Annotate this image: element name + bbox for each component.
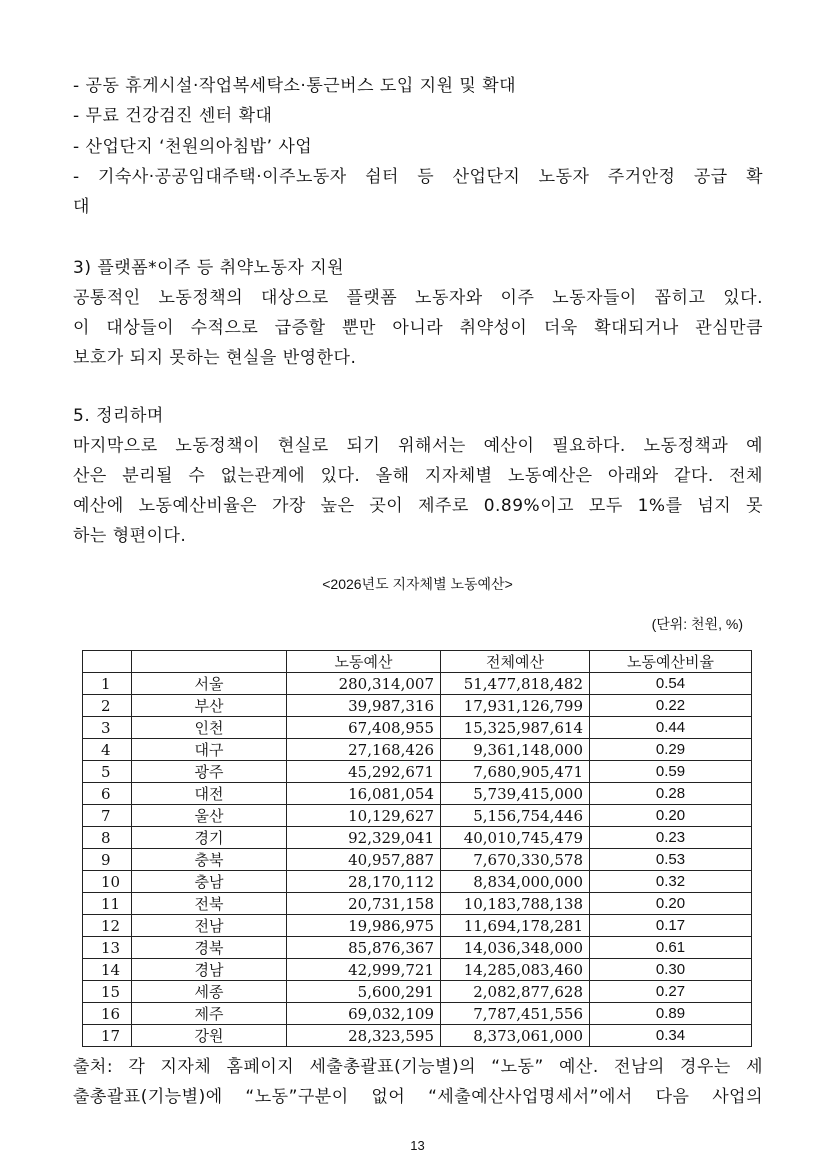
bullet-item: - 산업단지 ‘천원의아침밥’ 사업 [73,137,313,157]
total-budget-value: 5,156,754,446 [441,805,590,827]
header-labor-ratio: 노동예산비율 [590,651,752,673]
labor-ratio-value: 0.59 [590,761,752,783]
labor-budget-value: 16,081,054 [287,783,441,805]
table-unit: (단위: 천원, %) [651,616,743,632]
row-number: 3 [83,717,132,739]
row-number: 8 [83,827,132,849]
labor-ratio-value: 0.23 [590,827,752,849]
region-name: 경남 [132,959,287,981]
table-row [83,893,752,915]
paragraph-line: 공통적인 노동정책의 대상으로 플랫폼 노동자와 이주 노동자들이 꼽히고 있다. [73,288,763,308]
total-budget-value: 51,477,818,482 [441,673,590,695]
table-row [83,915,752,937]
total-budget-value: 40,010,745,479 [441,827,590,849]
labor-budget-value: 45,292,671 [287,761,441,783]
table-header-row [83,651,752,673]
total-budget-value: 15,325,987,614 [441,717,590,739]
labor-ratio-value: 0.53 [590,849,752,871]
total-budget-value: 9,361,148,000 [441,739,590,761]
table-row [83,761,752,783]
table-row [83,739,752,761]
paragraph-line: 마지막으로 노동정책이 현실로 되기 위해서는 예산이 필요하다. 노동정책과 예 [73,436,763,456]
paragraph-line: 예산에 노동예산비율은 가장 높은 곳이 제주로 0.89%이고 모두 1%를 넘지 못 [73,496,763,516]
table-row [83,805,752,827]
header-region [132,651,287,673]
total-budget-value: 8,834,000,000 [441,871,590,893]
table-row [83,981,752,1003]
table-row [83,695,752,717]
bullet-item: - 무료 건강검진 센터 확대 [73,106,273,126]
header-no [83,651,132,673]
row-number: 4 [83,739,132,761]
region-name: 전남 [132,915,287,937]
source-note-line: 출총괄표(기능별)에 “노동”구분이 없어 “세출예산사업명세서”에서 다음 사업의 [73,1087,763,1107]
table-row [83,1003,752,1025]
labor-budget-value: 69,032,109 [287,1003,441,1025]
total-budget-value: 14,285,083,460 [441,959,590,981]
total-budget-value: 8,373,061,000 [441,1025,590,1047]
paragraph-line: 산은 분리될 수 없는관계에 있다. 올해 지자체별 노동예산은 아래와 같다. 전체 [73,466,763,486]
paragraph-line: 보호가 되지 못하는 현실을 반영한다. [73,348,357,368]
labor-ratio-value: 0.29 [590,739,752,761]
region-name: 대전 [132,783,287,805]
labor-budget-value: 85,876,367 [287,937,441,959]
bullet-item: - 기숙사·공공임대주택·이주노동자 쉼터 등 산업단지 노동자 주거안정 공급 확 [73,167,763,187]
region-name: 제주 [132,1003,287,1025]
labor-ratio-value: 0.22 [590,695,752,717]
region-name: 충남 [132,871,287,893]
region-name: 광주 [132,761,287,783]
source-note-line: 출처: 각 지자체 홈페이지 세출총괄표(기능별)의 “노동” 예산. 전남의 경우는 세 [73,1057,763,1077]
row-number: 13 [83,937,132,959]
labor-ratio-value: 0.61 [590,937,752,959]
labor-ratio-value: 0.20 [590,805,752,827]
labor-ratio-value: 0.44 [590,717,752,739]
row-number: 16 [83,1003,132,1025]
row-number: 17 [83,1025,132,1047]
header-total-budget: 전체예산 [441,651,590,673]
labor-budget-value: 40,957,887 [287,849,441,871]
labor-budget-value: 28,170,112 [287,871,441,893]
header-labor-budget: 노동예산 [287,651,441,673]
total-budget-value: 7,680,905,471 [441,761,590,783]
region-name: 경북 [132,937,287,959]
labor-budget-value: 280,314,007 [287,673,441,695]
region-name: 울산 [132,805,287,827]
row-number: 12 [83,915,132,937]
total-budget-value: 11,694,178,281 [441,915,590,937]
table-row [83,1025,752,1047]
labor-ratio-value: 0.89 [590,1003,752,1025]
total-budget-value: 7,670,330,578 [441,849,590,871]
total-budget-value: 5,739,415,000 [441,783,590,805]
row-number: 1 [83,673,132,695]
labor-ratio-value: 0.17 [590,915,752,937]
labor-ratio-value: 0.34 [590,1025,752,1047]
table-row [83,849,752,871]
region-name: 세종 [132,981,287,1003]
page-number: 13 [410,1138,425,1153]
row-number: 9 [83,849,132,871]
total-budget-value: 7,787,451,556 [441,1003,590,1025]
region-name: 서울 [132,673,287,695]
region-name: 경기 [132,827,287,849]
labor-ratio-value: 0.32 [590,871,752,893]
region-name: 대구 [132,739,287,761]
labor-ratio-value: 0.28 [590,783,752,805]
labor-budget-value: 20,731,158 [287,893,441,915]
labor-budget-value: 39,987,316 [287,695,441,717]
labor-budget-value: 27,168,426 [287,739,441,761]
table-row [83,673,752,695]
labor-ratio-value: 0.20 [590,893,752,915]
total-budget-value: 10,183,788,138 [441,893,590,915]
labor-budget-value: 42,999,721 [287,959,441,981]
row-number: 7 [83,805,132,827]
table-row [83,717,752,739]
row-number: 2 [83,695,132,717]
region-name: 인천 [132,717,287,739]
table-row [83,783,752,805]
labor-budget-value: 10,129,627 [287,805,441,827]
bullet-item: - 공동 휴게시설·작업복세탁소·통근버스 도입 지원 및 확대 [73,76,517,96]
bullet-item-continued: 대 [73,197,90,217]
region-name: 충북 [132,849,287,871]
row-number: 11 [83,893,132,915]
table-row [83,959,752,981]
table-caption: <2026년도 지자체별 노동예산> [322,576,513,592]
row-number: 5 [83,761,132,783]
row-number: 15 [83,981,132,1003]
total-budget-value: 2,082,877,628 [441,981,590,1003]
section-heading: 3) 플랫폼*이주 등 취약노동자 지원 [73,258,345,278]
table-row [83,827,752,849]
labor-budget-value: 5,600,291 [287,981,441,1003]
labor-budget-table [82,650,752,1047]
table-row [83,937,752,959]
region-name: 부산 [132,695,287,717]
table-row [83,871,752,893]
labor-budget-value: 92,329,041 [287,827,441,849]
region-name: 전북 [132,893,287,915]
section-heading: 5. 정리하며 [73,406,164,426]
paragraph-line: 이 대상들이 수적으로 급증할 뿐만 아니라 취약성이 더욱 확대되거나 관심만큼 [73,318,763,338]
paragraph-line: 하는 형편이다. [73,526,187,546]
total-budget-value: 17,931,126,799 [441,695,590,717]
row-number: 10 [83,871,132,893]
row-number: 6 [83,783,132,805]
labor-ratio-value: 0.27 [590,981,752,1003]
labor-budget-value: 67,408,955 [287,717,441,739]
labor-ratio-value: 0.54 [590,673,752,695]
labor-budget-value: 19,986,975 [287,915,441,937]
labor-ratio-value: 0.30 [590,959,752,981]
row-number: 14 [83,959,132,981]
table-body [83,673,752,1047]
region-name: 강원 [132,1025,287,1047]
labor-budget-value: 28,323,595 [287,1025,441,1047]
total-budget-value: 14,036,348,000 [441,937,590,959]
